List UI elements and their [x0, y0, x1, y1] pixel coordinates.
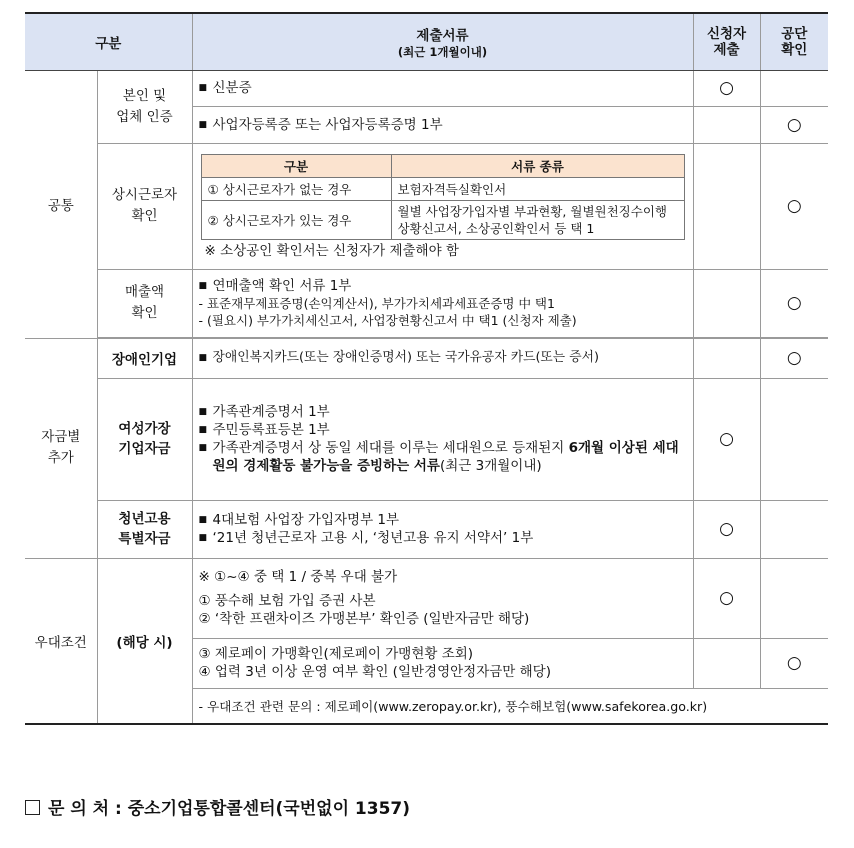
regular-worker-docs: [192, 143, 693, 269]
bullet-icon: ■: [198, 353, 208, 363]
group-fund-label: 자금별 추가: [25, 338, 97, 558]
agency-empty: [760, 378, 828, 500]
preference-contact: - 우대조건 관련 문의 : 제로페이(www.zeropay.or.kr), 풍수해보험(www.safekorea.go.kr): [192, 688, 828, 724]
bullet-icon: ■: [198, 533, 208, 543]
preference-sub-label: (해당 시): [97, 558, 192, 724]
group-common-label: 공통: [25, 70, 97, 338]
applicant-mark: ○: [693, 500, 760, 558]
bullet-icon: ■: [198, 119, 208, 130]
inner-case-2: ② 상시근로자가 있는 경우: [201, 200, 391, 239]
bullet-icon: ■: [198, 281, 208, 291]
preference-docs-2: [192, 638, 693, 688]
agency-mark: ○: [760, 269, 828, 337]
women-householder-label: 여성가장 기업자금: [97, 378, 192, 500]
applicant-mark: ○: [693, 558, 760, 638]
bullet-icon: ■: [198, 407, 208, 417]
inner-case-1: ① 상시근로자가 없는 경우: [201, 177, 391, 200]
disabled-enterprise-label: 장애인기업: [97, 338, 192, 378]
applicant-empty: [693, 269, 760, 337]
women-householder-docs: ■ 가족관계증명서 1부 ■ 주민등록표등본 1부 ■ 가족관계증명서 상 동일 세대를 이루는 세대원으로 등재된지 6개월 이상된 세대원의 경제활동 불가능을 증빙하는 서류(최근 3개월이내): [192, 378, 693, 500]
header-agency-confirm: 공단 확인: [760, 13, 828, 70]
inner-head-category: 구분: [201, 154, 391, 177]
preference-docs-1: [192, 558, 693, 638]
sales-doc-option-2: - (필요시) 부가가치세신고서, 사업장현황신고서 中 택1 (신청자 제출): [198, 313, 577, 328]
sales-doc-option-1: - 표준재무제표증명(손익계산서), 부가가치세과세표준증명 中 택1: [198, 296, 555, 311]
agency-mark: ○: [760, 338, 828, 378]
identity-label: 본인 및 업체 인증: [97, 70, 192, 143]
agency-mark: ○: [760, 143, 828, 269]
agency-empty: [760, 500, 828, 558]
preference-item-1: ① 풍수해 보험 가입 증권 사본: [198, 593, 376, 609]
applicant-empty: [693, 106, 760, 143]
inquiry-footer: [25, 794, 410, 819]
youth-employment-label: 청년고용 특별자금: [97, 500, 192, 558]
preference-note: ※ ①~④ 중 택 1 / 중복 우대 불가: [198, 569, 398, 585]
youth-employment-docs: ■ 4대보험 사업장 가입자명부 1부 ■ ‘21년 청년근로자 고용 시, ‘청년고용 유지 서약서’ 1부: [192, 500, 693, 558]
agency-mark: ○: [760, 638, 828, 688]
inner-docs-2: 월별 사업장가입자별 부과현황, 월별원천징수이행상황신고서, 소상공인확인서 등 택 1: [391, 200, 684, 239]
preference-item-2: ② ‘착한 프랜차이즈 가맹본부’ 확인증 (일반자금만 해당): [198, 611, 530, 627]
header-applicant-submit: 신청자 제출: [693, 13, 760, 70]
preference-item-3: ③ 제로페이 가맹확인(제로페이 가맹현황 조회): [198, 646, 474, 662]
disabled-enterprise-docs: ■ 장애인복지카드(또는 장애인증명서) 또는 국가유공자 카드(또는 증서): [192, 338, 693, 378]
bullet-icon: ■: [198, 443, 208, 453]
sales-label: 매출액 확인: [97, 269, 192, 337]
sales-docs: ■ 연매출액 확인 서류 1부 - 표준재무제표증명(손익계산서), 부가가치세과세표준증명 中 택1 - (필요시) 부가가치세신고서, 사업장현황신고서 中 택1 (신청자 제출): [192, 269, 693, 337]
regular-worker-inner-table: [201, 154, 685, 240]
bullet-icon: ■: [198, 425, 208, 435]
agency-empty: [760, 70, 828, 106]
identity-doc-1: ■ 신분증: [192, 70, 693, 106]
header-category: 구분: [25, 13, 192, 70]
required-documents-table: [25, 12, 828, 725]
checkbox-square-icon: [25, 800, 40, 815]
applicant-mark: ○: [693, 70, 760, 106]
inquiry-text: 문 의 처 : 중소기업통합콜센터(국번없이 1357): [48, 799, 410, 819]
bullet-icon: ■: [198, 83, 208, 93]
regular-worker-note: ※ 소상공인 확인서는 신청자가 제출해야 함: [204, 242, 459, 259]
inner-docs-1: 보험자격득실확인서: [391, 177, 684, 200]
header-documents-subtitle: (최근 1개월이내): [397, 44, 488, 59]
bullet-icon: ■: [198, 515, 208, 525]
header-documents: [192, 13, 693, 70]
applicant-empty: [693, 338, 760, 378]
agency-empty: [760, 558, 828, 638]
regular-worker-label: 상시근로자 확인: [97, 143, 192, 269]
applicant-mark: ○: [693, 378, 760, 500]
identity-doc-2: ■ 사업자등록증 또는 사업자등록증명 1부: [192, 106, 693, 143]
applicant-empty: [693, 638, 760, 688]
preference-item-4: ④ 업력 3년 이상 운영 여부 확인 (일반경영안정자금만 해당): [198, 664, 551, 680]
agency-mark: ○: [760, 106, 828, 143]
applicant-empty: [693, 143, 760, 269]
inner-head-docs: 서류 종류: [391, 154, 684, 177]
group-preference-label: 우대조건: [25, 558, 97, 724]
header-documents-title: 제출서류: [416, 27, 469, 44]
